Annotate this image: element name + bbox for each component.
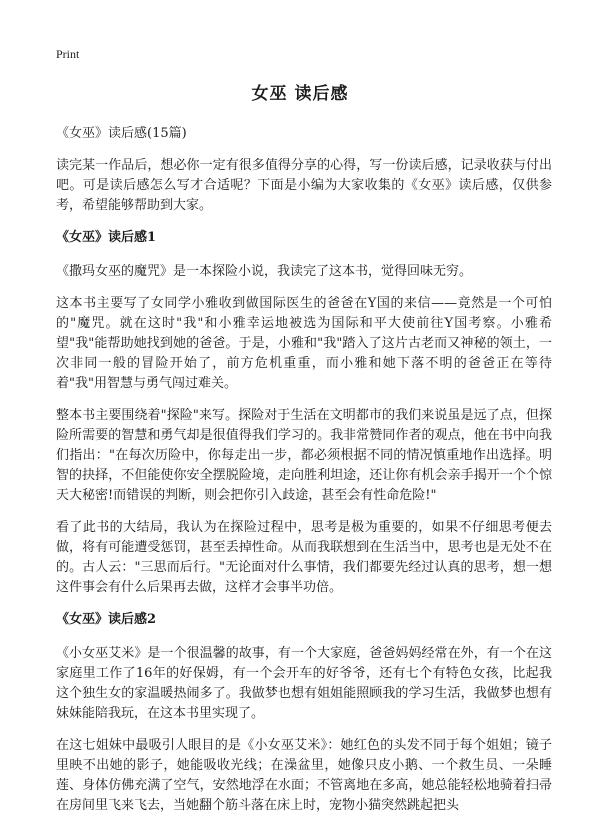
document-subtitle: 《女巫》读后感(15篇) — [56, 126, 187, 141]
intro-paragraph: 读完某一作品后，想必你一定有很多值得分享的心得，写一份读后感，记录收获与付出吧。可是读后感怎么写才合适呢？下面是小编为大家收集的《女巫》读后感，仅供参考，希望能够帮助到大家。 — [56, 158, 552, 213]
document-body — [56, 124, 552, 828]
paragraph: 整本书主要围绕着"探险"来写。探险对于生活在文明都市的我们来说虽是远了点，但探险所需要的智慧和勇气却是很值得我们学习的。我非常赞同作者的观点，他在书中向我们指出："在每次历险中，你每走出一步，都必须根据不同的情况慎重地作出选择。明智的抉择，不但能使你安全摆脱险境，走向胜利坦途，还让你有机会亲手揭开一个个惊天大秘密!而错误的判断，则会把你引入歧途，甚至会有性命危险!" — [56, 408, 552, 503]
paragraph: 看了此书的大结局，我认为在探险过程中，思考是极为重要的，如果不仔细思考便去做，将有可能遭受惩罚，甚至丢掉性命。从而我联想到在生活当中，思考也是无处不在的。古人云："三思而后行。"无论面对什么事情，我们都要先经过认真的思考，想一想这件事会有什么后果再去做，这样才会事半功倍。 — [56, 520, 552, 595]
document-title: 女巫 读后感 — [251, 84, 349, 104]
paragraph: 《小女巫艾米》是一个很温馨的故事，有一个大家庭，爸爸妈妈经常在外，有一个在这家庭里工作了16年的好保姆，有一个会开车的好爷爷，还有七个有特色女孩，比起我这个独生女的家温暖热闹多了。我做梦也想有姐姐能照顾我的学习生活，我做梦也想有妹妹能陪我玩，在这本书里实现了。 — [56, 646, 552, 721]
section-heading: 《女巫》读后感1 — [56, 230, 157, 245]
section-heading: 《女巫》读后感2 — [56, 612, 157, 627]
paragraph: 在这七姐妹中最吸引人眼目的是《小女巫艾米》：她红色的头发不同于每个姐姐；镜子里映不出她的影子，她能吸收光线；在澡盆里，她像只皮小鹅、一个救生员、一朵睡莲、身体仿佛充满了空气，安然地浮在水面；不管离地在多高，她总能轻松地骑着扫帚在房间里飞来飞去，当她翻个筋斗落在床上时，宠物小猫突然跳起把头 — [56, 738, 552, 813]
paragraph: 《撒玛女巫的魔咒》是一本探险小说，我读完了这本书，觉得回味无穷。 — [56, 264, 473, 279]
print-label[interactable]: Print — [56, 47, 80, 61]
paragraph: 这本书主要写了女同学小雅收到做国际医生的爸爸在Y国的来信——竟然是一个可怕的"魔咒。就在这时"我"和小雅幸运地被选为国际和平大使前往Y国考察。小雅希望"我"能帮助她找到她的爸爸。于是，小雅和"我"踏入了这片古老而又神秘的领土，一次非同一般的冒险开始了，前方危机重重，而小雅和她下落不明的爸爸正在等待着"我"用智慧与勇气闯过难关。 — [56, 296, 552, 391]
